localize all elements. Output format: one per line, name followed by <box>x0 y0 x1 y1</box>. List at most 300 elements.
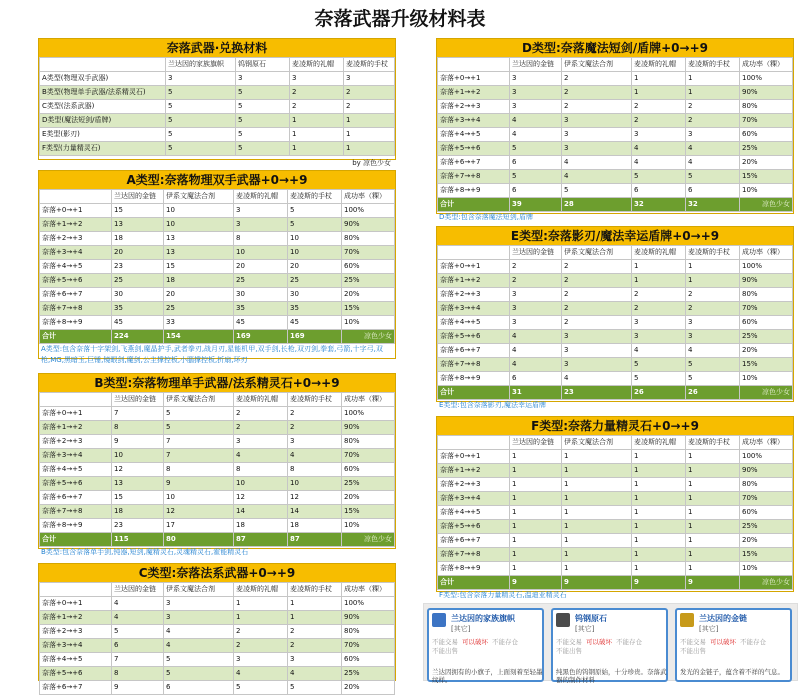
table-cell: 45 <box>288 316 342 330</box>
table-cell: 15 <box>112 491 164 505</box>
table-cell: 80% <box>740 100 793 114</box>
table-cell: 30 <box>234 288 288 302</box>
table-cell: 6 <box>164 681 234 695</box>
table-cell: 麦凌斯的手杖 <box>288 190 342 204</box>
item-tag: 可以破坏 <box>710 638 736 646</box>
table-cell: 4 <box>510 114 562 128</box>
table-cell: 80% <box>342 435 395 449</box>
table-cell: 1 <box>686 260 740 274</box>
table-cell: 成功率（粿） <box>342 393 395 407</box>
table-cell: 100% <box>740 450 793 464</box>
table-cell: 70% <box>740 492 793 506</box>
table-cell: 成功率（粿） <box>740 58 793 72</box>
table-cell: 3 <box>562 344 632 358</box>
table-cell: 1 <box>686 450 740 464</box>
table-cell: 2 <box>632 114 686 128</box>
table-cell: 4 <box>562 372 632 386</box>
table-cell: 凉色少女 <box>740 386 793 400</box>
table-row <box>438 520 793 534</box>
table-cell: 麦凌斯的手杖 <box>686 58 740 72</box>
table-cell: 2 <box>290 86 344 100</box>
table-cell: 1 <box>686 562 740 576</box>
table-cell: 8 <box>112 667 164 681</box>
table-row <box>438 506 793 520</box>
item-tag: 不能出售 <box>680 647 706 655</box>
table-row <box>40 597 395 611</box>
table-cell: 奈落+6→+7 <box>438 534 510 548</box>
table-row <box>438 344 793 358</box>
table-cell: 18 <box>164 274 234 288</box>
table-cell: 奈落+4→+5 <box>40 260 112 274</box>
table-cell: 1 <box>510 450 562 464</box>
table-cell: 成功率（粿） <box>740 246 793 260</box>
table-cell: 23 <box>112 260 164 274</box>
table-cell: 13 <box>112 477 164 491</box>
table-cell: 80% <box>342 232 395 246</box>
item-tag: 不能出售 <box>556 647 582 655</box>
table-cell: 100% <box>342 407 395 421</box>
table-cell: 13 <box>112 218 164 232</box>
table-cell: 25% <box>342 477 395 491</box>
table-row <box>40 260 395 274</box>
table-total-row <box>40 533 395 547</box>
table-cell: 1 <box>686 534 740 548</box>
table-cell: 奈落+3→+4 <box>40 449 112 463</box>
table-cell: 合计 <box>438 386 510 400</box>
table-e <box>437 245 793 400</box>
table-cell: 5 <box>632 372 686 386</box>
table-cell: 17 <box>164 519 234 533</box>
table-f <box>437 435 793 590</box>
table-cell: 奈落+8→+9 <box>438 372 510 386</box>
item-name: 兰达因的家族旗帜 <box>451 614 515 623</box>
item-desc: 发光的金链子，蕴含着不祥的气息。 <box>680 668 784 676</box>
table-cell: 3 <box>686 316 740 330</box>
table-cell: 1 <box>562 464 632 478</box>
table-header-row <box>438 436 793 450</box>
table-cell: 奈落+7→+8 <box>438 548 510 562</box>
table-cell: 3 <box>510 302 562 316</box>
table-cell: 7 <box>112 407 164 421</box>
item-tag: 不能交易 <box>556 638 582 646</box>
table-cell: 伊系文魔法合剂 <box>562 436 632 450</box>
table-cell: 1 <box>234 597 288 611</box>
table-row <box>438 184 793 198</box>
table-cell <box>438 436 510 450</box>
table-cell: 1 <box>510 506 562 520</box>
item-name: 钨钢原石 <box>575 614 607 623</box>
table-cell: 合计 <box>438 198 510 212</box>
table-cell: 9 <box>164 477 234 491</box>
table-cell: 2 <box>288 407 342 421</box>
panel-c <box>38 563 396 691</box>
table-cell: 2 <box>686 302 740 316</box>
table-row <box>40 435 395 449</box>
table-cell: 45 <box>112 316 164 330</box>
table-cell: 2 <box>344 100 395 114</box>
table-cell: 3 <box>510 288 562 302</box>
table-cell: 20% <box>342 681 395 695</box>
table-cell: 23 <box>562 386 632 400</box>
table-cell: 35 <box>288 302 342 316</box>
panel-e <box>436 226 794 409</box>
table-cell: 1 <box>632 274 686 288</box>
table-cell: 奈落+2→+3 <box>40 435 112 449</box>
table-cell: 奈落+6→+7 <box>438 344 510 358</box>
table-cell: 33 <box>164 316 234 330</box>
table-cell: 70% <box>342 639 395 653</box>
table-cell: 10 <box>288 477 342 491</box>
table-cell: 100% <box>342 597 395 611</box>
table-cell: 奈落+0→+1 <box>438 72 510 86</box>
table-row <box>438 72 793 86</box>
table-cell: 伊系文魔法合剂 <box>562 58 632 72</box>
table-cell: 18 <box>112 232 164 246</box>
table-cell: 合计 <box>438 576 510 590</box>
table-cell: 32 <box>686 198 740 212</box>
table-cell: 10% <box>740 184 793 198</box>
table-row <box>40 232 395 246</box>
table-cell: 5 <box>166 100 236 114</box>
table-cell: 4 <box>164 625 234 639</box>
panel-a-title: A类型:奈落物理双手武器+0→+9 <box>39 171 395 189</box>
exchange-panel <box>38 38 396 167</box>
table-cell: 成功率（粿） <box>342 583 395 597</box>
table-cell: 30 <box>112 288 164 302</box>
item-card <box>551 608 668 682</box>
table-cell: 14 <box>234 505 288 519</box>
table-cell: 2 <box>288 421 342 435</box>
table-row <box>40 288 395 302</box>
table-cell: 90% <box>740 274 793 288</box>
table-cell: 1 <box>686 464 740 478</box>
table-row <box>438 330 793 344</box>
panel-a <box>38 170 396 364</box>
table-cell: 20 <box>112 246 164 260</box>
table-row <box>438 274 793 288</box>
table-cell: 3 <box>510 72 562 86</box>
table-cell: 2 <box>510 274 562 288</box>
table-cell: 1 <box>632 260 686 274</box>
panel-d <box>436 38 794 221</box>
table-cell: 奈落+1→+2 <box>40 218 112 232</box>
item-cards <box>423 603 798 684</box>
table-cell: 20% <box>342 491 395 505</box>
table-cell: E类型(影刃) <box>40 128 166 142</box>
table-cell: 奈落+4→+5 <box>438 506 510 520</box>
table-row <box>40 491 395 505</box>
table-cell: 3 <box>510 100 562 114</box>
table-cell: 3 <box>562 114 632 128</box>
table-cell: 1 <box>562 562 632 576</box>
table-cell: 90% <box>342 218 395 232</box>
table-cell: 9 <box>562 576 632 590</box>
table-cell: 5 <box>686 372 740 386</box>
table-cell: 14 <box>288 505 342 519</box>
panel-a-note: A类型:包含奈落十字架剑,飞燕剑,魔晶护手,武者拳刃,战月刃,星能机甲,双手剑,长枪,双刃剑,拳套,弓箭,十字弓,双枪,MG,黑暗玉,巨锤,镜眼剑,魔剑,公主撑控板,小腦撑控板,折扇,环刃 <box>41 345 383 364</box>
table-cell: 4 <box>632 156 686 170</box>
table-row <box>40 72 395 86</box>
item-name: 兰达因的金链 <box>699 614 747 623</box>
table-row <box>438 260 793 274</box>
table-cell: 9 <box>112 435 164 449</box>
table-cell: 25 <box>164 302 234 316</box>
table-cell: 4 <box>288 449 342 463</box>
table-cell: 35 <box>234 302 288 316</box>
table-cell: 70% <box>740 302 793 316</box>
table-cell: 60% <box>740 128 793 142</box>
table-cell: 6 <box>510 156 562 170</box>
table-d <box>437 57 793 212</box>
table-cell: 20 <box>288 260 342 274</box>
table-cell: 兰达因的金链 <box>510 58 562 72</box>
table-cell: 奈落+1→+2 <box>438 464 510 478</box>
table-cell: 80 <box>164 533 234 547</box>
table-cell: 4 <box>686 156 740 170</box>
table-cell: 5 <box>236 100 290 114</box>
table-cell: 1 <box>686 548 740 562</box>
table-cell: 100% <box>740 260 793 274</box>
table-cell: 5 <box>166 114 236 128</box>
table-cell: 8 <box>234 232 288 246</box>
table-cell: 5 <box>166 128 236 142</box>
table-cell: 60% <box>342 653 395 667</box>
table-cell: 4 <box>510 358 562 372</box>
table-cell: 70% <box>342 246 395 260</box>
table-cell: 30 <box>288 288 342 302</box>
table-cell <box>40 583 112 597</box>
table-cell: 凉色少女 <box>342 330 395 344</box>
table-cell: 奈落+5→+6 <box>438 520 510 534</box>
table-cell: 39 <box>510 198 562 212</box>
table-cell: 奈落+3→+4 <box>438 302 510 316</box>
table-cell: 60% <box>342 463 395 477</box>
item-type: [其它] <box>575 625 595 633</box>
table-cell: 伊系文魔法合剂 <box>164 393 234 407</box>
table-cell: 20 <box>234 260 288 274</box>
table-cell: 奈落+2→+3 <box>40 625 112 639</box>
table-cell: 8 <box>288 463 342 477</box>
table-cell: 70% <box>740 114 793 128</box>
table-cell: 26 <box>632 386 686 400</box>
table-cell: 兰达因的金链 <box>510 436 562 450</box>
table-header-row <box>438 58 793 72</box>
table-cell: 奈落+5→+6 <box>40 667 112 681</box>
table-row <box>40 302 395 316</box>
table-row <box>40 681 395 695</box>
table-cell: 2 <box>290 100 344 114</box>
table-cell: 1 <box>510 548 562 562</box>
table-b <box>39 392 395 547</box>
table-cell: 1 <box>288 597 342 611</box>
table-cell: 奈落+3→+4 <box>438 492 510 506</box>
table-cell: 4 <box>562 156 632 170</box>
table-cell: 5 <box>510 170 562 184</box>
table-cell: 1 <box>562 534 632 548</box>
table-cell: 奈落+7→+8 <box>40 505 112 519</box>
table-cell: 伊系文魔法合剂 <box>164 583 234 597</box>
table-cell: 80% <box>740 288 793 302</box>
table-cell: A类型(物理双手武器) <box>40 72 166 86</box>
item-tags <box>556 638 666 656</box>
table-cell: 2 <box>234 639 288 653</box>
exchange-title: 奈落武器·兑换材料 <box>39 39 395 57</box>
table-cell: 1 <box>686 492 740 506</box>
table-cell: 2 <box>562 316 632 330</box>
table-cell: 3 <box>632 316 686 330</box>
table-cell: 3 <box>632 330 686 344</box>
table-cell: 4 <box>234 449 288 463</box>
table-cell: 70% <box>342 449 395 463</box>
table-cell: 10 <box>234 246 288 260</box>
table-cell: 20% <box>740 344 793 358</box>
table-cell: 10% <box>342 316 395 330</box>
table-cell: 3 <box>236 72 290 86</box>
item-tag: 可以破坏 <box>462 638 488 646</box>
table-cell: 奈落+7→+8 <box>40 302 112 316</box>
table-cell: 1 <box>562 548 632 562</box>
table-cell: 154 <box>164 330 234 344</box>
table-cell: 6 <box>510 372 562 386</box>
table-cell: 奈落+5→+6 <box>438 330 510 344</box>
table-cell: 1 <box>510 520 562 534</box>
table-cell: 1 <box>562 478 632 492</box>
table-cell: 20% <box>740 534 793 548</box>
table-cell: 10 <box>164 218 234 232</box>
table-cell: 5 <box>236 86 290 100</box>
table-row <box>438 372 793 386</box>
table-cell: 3 <box>632 128 686 142</box>
table-cell: 87 <box>234 533 288 547</box>
table-cell: 5 <box>686 358 740 372</box>
panel-d-title: D类型:奈落魔法短剑/盾牌+0→+9 <box>437 39 793 57</box>
table-cell: 4 <box>686 142 740 156</box>
table-row <box>438 478 793 492</box>
table-cell: 奈落+3→+4 <box>40 246 112 260</box>
table-cell: 1 <box>686 86 740 100</box>
table-cell: 奈落+2→+3 <box>438 288 510 302</box>
table-cell: 1 <box>686 274 740 288</box>
panel-f-note: F类型:包含奈落力量精灵石,温迪亚精灵石 <box>439 591 567 599</box>
table-cell: 10 <box>288 232 342 246</box>
table-cell <box>40 393 112 407</box>
panel-f <box>436 416 794 599</box>
table-cell: 5 <box>562 184 632 198</box>
item-card <box>427 608 544 682</box>
table-cell: 3 <box>510 86 562 100</box>
table-cell: 87 <box>288 533 342 547</box>
table-cell: 3 <box>288 653 342 667</box>
table-cell: 5 <box>164 407 234 421</box>
table-cell: 1 <box>510 534 562 548</box>
table-cell: 4 <box>112 597 164 611</box>
table-cell: 5 <box>236 128 290 142</box>
table-cell: 3 <box>164 597 234 611</box>
table-cell: 奈落+4→+5 <box>438 128 510 142</box>
table-row <box>438 86 793 100</box>
table-cell: 2 <box>632 100 686 114</box>
table-cell: 80% <box>740 478 793 492</box>
table-header-row <box>438 246 793 260</box>
table-row <box>40 316 395 330</box>
table-cell: 奈落+3→+4 <box>438 114 510 128</box>
table-cell: 奈落+2→+3 <box>438 478 510 492</box>
table-row <box>40 463 395 477</box>
table-cell: 7 <box>164 449 234 463</box>
table-cell: 奈落+0→+1 <box>438 450 510 464</box>
table-row <box>438 170 793 184</box>
page-title: 奈落武器升级材料表 <box>314 8 486 30</box>
table-cell: 奈落+5→+6 <box>438 142 510 156</box>
table-cell: 224 <box>112 330 164 344</box>
table-cell: 2 <box>686 288 740 302</box>
table-cell: 32 <box>632 198 686 212</box>
table-cell: 奈落+5→+6 <box>40 477 112 491</box>
table-cell: 4 <box>686 344 740 358</box>
item-tags <box>432 638 542 656</box>
table-cell: 26 <box>686 386 740 400</box>
chain-icon <box>680 613 694 627</box>
table-cell: 合计 <box>40 533 112 547</box>
table-cell: 4 <box>234 667 288 681</box>
table-cell: 12 <box>164 505 234 519</box>
table-cell: 90% <box>740 464 793 478</box>
table-cell: 18 <box>288 519 342 533</box>
table-cell: 4 <box>510 344 562 358</box>
table-cell: 奈落+3→+4 <box>40 639 112 653</box>
table-row <box>438 464 793 478</box>
table-header-row <box>40 583 395 597</box>
table-cell: 1 <box>632 562 686 576</box>
table-cell: 4 <box>510 128 562 142</box>
table-cell: 奈落+0→+1 <box>40 597 112 611</box>
table-cell: 13 <box>164 232 234 246</box>
table-cell: 1 <box>510 562 562 576</box>
table-cell: 7 <box>164 435 234 449</box>
table-cell: 100% <box>342 204 395 218</box>
table-cell: 1 <box>562 492 632 506</box>
table-cell: 3 <box>562 358 632 372</box>
table-cell: 奈落+0→+1 <box>40 204 112 218</box>
panel-b-title: B类型:奈落物理单手武器/法系精灵石+0→+9 <box>39 374 395 392</box>
table-cell: 20% <box>740 156 793 170</box>
table-cell: 2 <box>288 639 342 653</box>
table-cell: 兰达因的金链 <box>510 246 562 260</box>
table-cell: 5 <box>288 218 342 232</box>
table-row <box>40 519 395 533</box>
table-cell: 奈落+4→+5 <box>438 316 510 330</box>
table-cell <box>438 246 510 260</box>
table-row <box>40 653 395 667</box>
table-row <box>40 421 395 435</box>
table-cell: 8 <box>112 421 164 435</box>
table-cell: 奈落+0→+1 <box>40 407 112 421</box>
table-cell: 90% <box>342 421 395 435</box>
table-row <box>40 218 395 232</box>
table-cell: 25 <box>112 274 164 288</box>
table-cell: 10 <box>112 449 164 463</box>
item-desc: 纯黑色的钨钢原始，十分珍贵。奈落武器的制作材料 <box>556 668 667 684</box>
table-cell: 奈落+6→+7 <box>438 156 510 170</box>
table-cell: 兰达因的金链 <box>112 393 164 407</box>
panel-c-title: C类型:奈落法系武器+0→+9 <box>39 564 395 582</box>
table-cell: 奈落+7→+8 <box>438 170 510 184</box>
item-tags <box>680 638 790 656</box>
item-card <box>675 608 792 682</box>
table-cell <box>40 190 112 204</box>
table-cell: 麦凌斯的手杖 <box>344 58 395 72</box>
table-row <box>438 100 793 114</box>
